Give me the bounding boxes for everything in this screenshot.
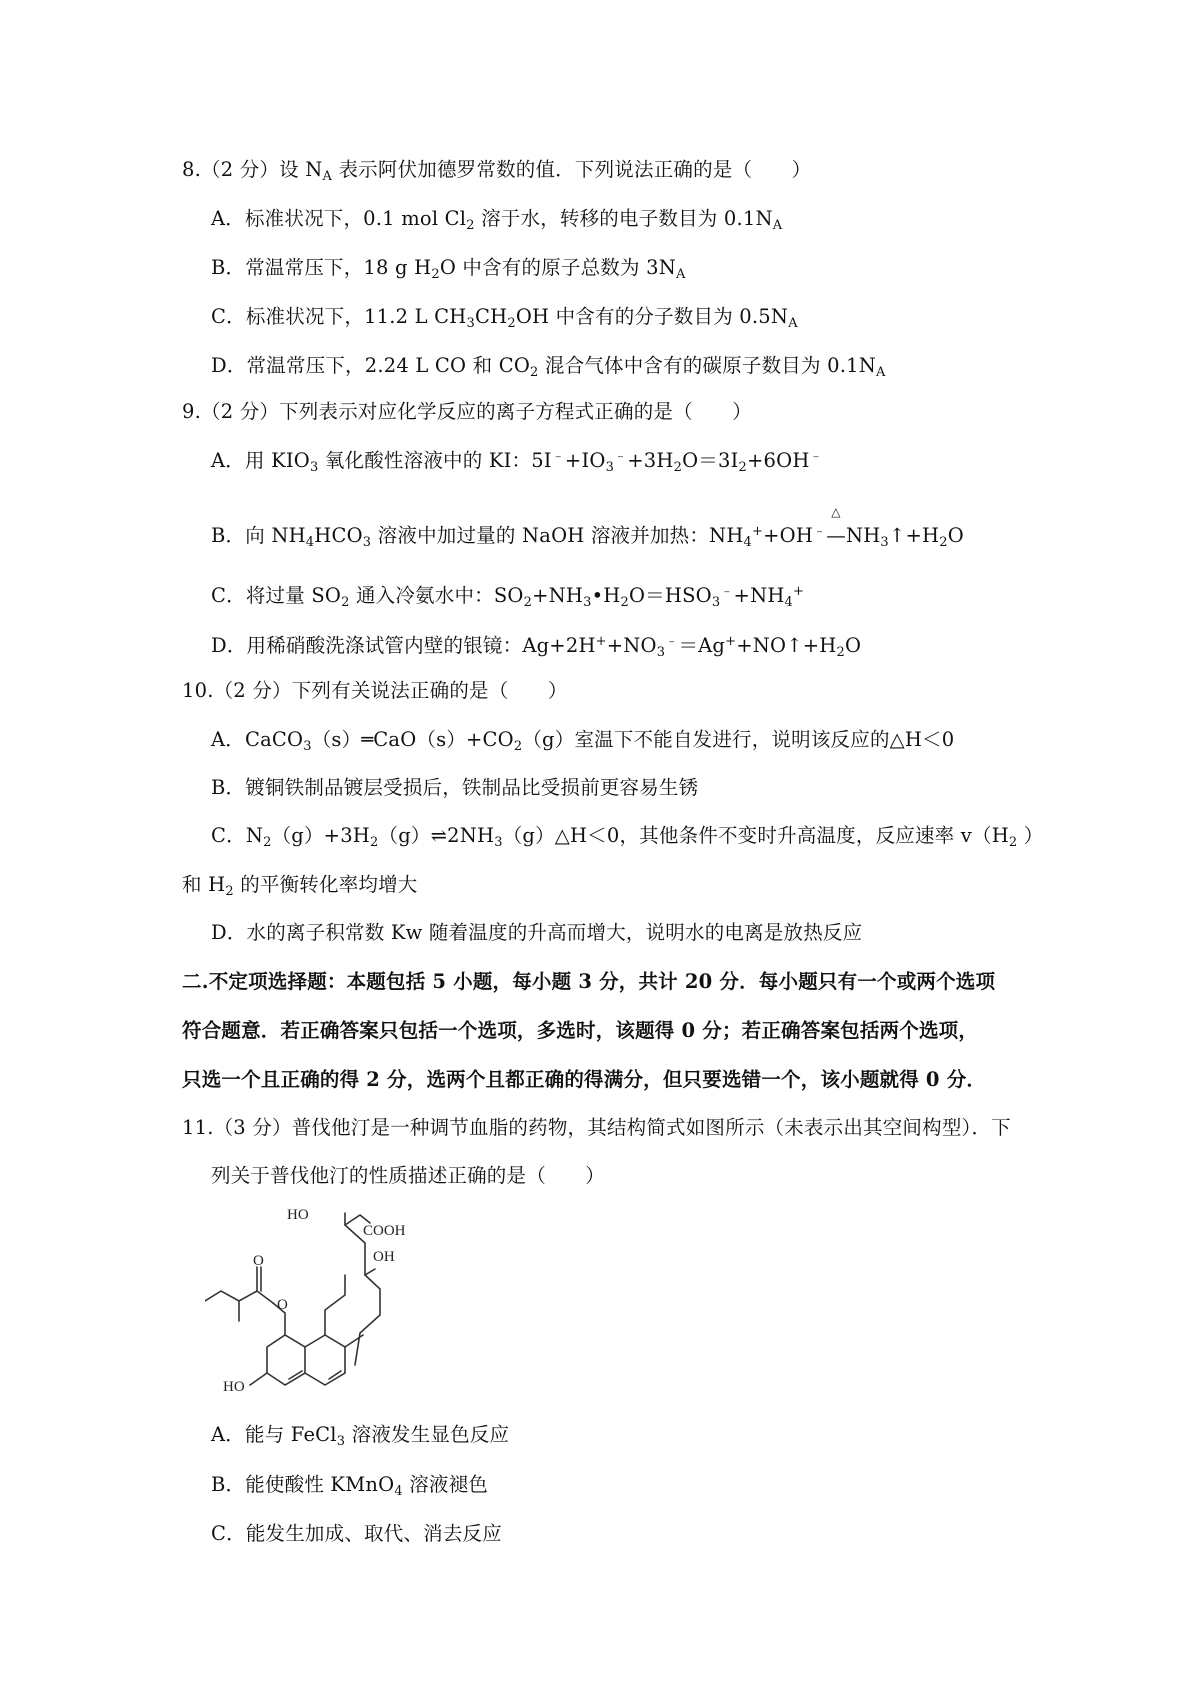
- q9-option-d: D．用稀硝酸洗涤试管内壁的银镜：$Ag+2H^++NO_3^﹣=Ag^++NO↑+H_2O$: [211, 634, 862, 660]
- q10-option-c: C．$N_2(g)+3H_2(g)\rightleftharpoons 2NH_3(g)\triangle H<0$，其他条件不变时升高温度，反应速率 $v(H_2$ ）: [211, 824, 1044, 850]
- q11-option-a: A．能与 FeCl$_3$ 溶液发生显色反应: [211, 1423, 510, 1449]
- q10-option-d: D．水的离子积常数 Kw 随着温度的升高而增大，说明水的电离是放热反应: [211, 921, 863, 944]
- q10-option-a: A．$CaCO_3(s)═CaO(s)+CO_2(g)$室温下不能自发进行，说明该反应的△H＜0: [211, 728, 955, 754]
- heating-arrow: △ —: [826, 522, 846, 550]
- label-oh: OH: [373, 1249, 395, 1265]
- q8-option-c: C．标准状况下，11.2 L $CH_3CH_2OH$ 中含有的分子数目为 $0.5N_A$: [211, 305, 798, 331]
- q8-option-d: D．常温常压下，2.24 L CO 和 $CO_2$ 混合气体中含有的碳原子数目为 $0.1N_A$: [211, 354, 886, 380]
- question-8-stem: 8.（2 分）设 $N_A$ 表示阿伏加德罗常数的值．下列说法正确的是（ ）: [182, 158, 812, 184]
- heating-triangle-icon: △: [831, 505, 841, 519]
- question-10-stem: 10.（2 分）下列有关说法正确的是（ ）: [182, 679, 568, 702]
- q9-option-a: A．用 $KIO_3$ 氧化酸性溶液中的 KI：$5I^﹣+IO_3^﹣+3H_2O=3I_2+6OH^﹣$: [211, 449, 823, 475]
- label-cooh: COOH: [363, 1223, 406, 1239]
- q8-option-a: A．标准状况下，0.1 mol $Cl_2$ 溶于水，转移的电子数目为 $0.1N_A$: [211, 207, 783, 233]
- q9-option-c: C．将过量 $SO_2$ 通入冷氨水中：$SO_2+NH_3•H_2O=HSO_3^﹣+NH_4^+$: [211, 584, 805, 610]
- q10-option-c-continued: 和 $H_2$ 的平衡转化率均增大: [182, 873, 418, 899]
- section-2-instructions-line-3: 只选一个且正确的得 2 分，选两个且都正确的得满分，但只要选错一个，该小题就得 0 分．: [182, 1068, 987, 1091]
- label-carbonyl-oxygen: O: [253, 1253, 264, 1269]
- q10-option-b: B．镀铜铁制品镀层受损后，铁制品比受损前更容易生锈: [211, 776, 699, 799]
- q11-option-c: C．能发生加成、取代、消去反应: [211, 1522, 502, 1545]
- section-2-instructions-line-2: 符合题意．若正确答案只包括一个选项，多选时，该题得 0 分；若正确答案包括两个选项，: [182, 1019, 979, 1042]
- q9-option-b: B．向 $NH_4HCO_3$ 溶液中加过量的 NaOH 溶液并加热：$NH_4^++OH^﹣$ △ $—NH_3↑+H_2O$: [211, 522, 964, 550]
- q11-option-b: B．能使酸性 KMnO$_4$ 溶液褪色: [211, 1473, 488, 1499]
- question-11-stem: 11.（3 分）普伐他汀是一种调节血脂的药物，其结构简式如图所示（未表示出其空间构型）．下: [182, 1116, 1011, 1139]
- q8-option-b: B．常温常压下，18 g $H_2O$ 中含有的原子总数为 $3N_A$: [211, 256, 686, 282]
- section-2-instructions-line-1: 二.不定项选择题：本题包括 5 小题，每小题 3 分，共计 20 分．每小题只有一个或两个选项: [182, 970, 996, 993]
- pravastatin-structure-drawing: [205, 1195, 465, 1405]
- question-11-stem-continued: 列关于普伐他汀的性质描述正确的是（ ）: [211, 1164, 606, 1187]
- label-ho-top: HO: [287, 1207, 309, 1223]
- pravastatin-structure-figure: [205, 1195, 465, 1405]
- label-ho-bottom: HO: [223, 1379, 245, 1395]
- question-9-stem: 9.（2 分）下列表示对应化学反应的离子方程式正确的是（ ）: [182, 400, 752, 423]
- label-ester-oxygen: O: [277, 1297, 288, 1313]
